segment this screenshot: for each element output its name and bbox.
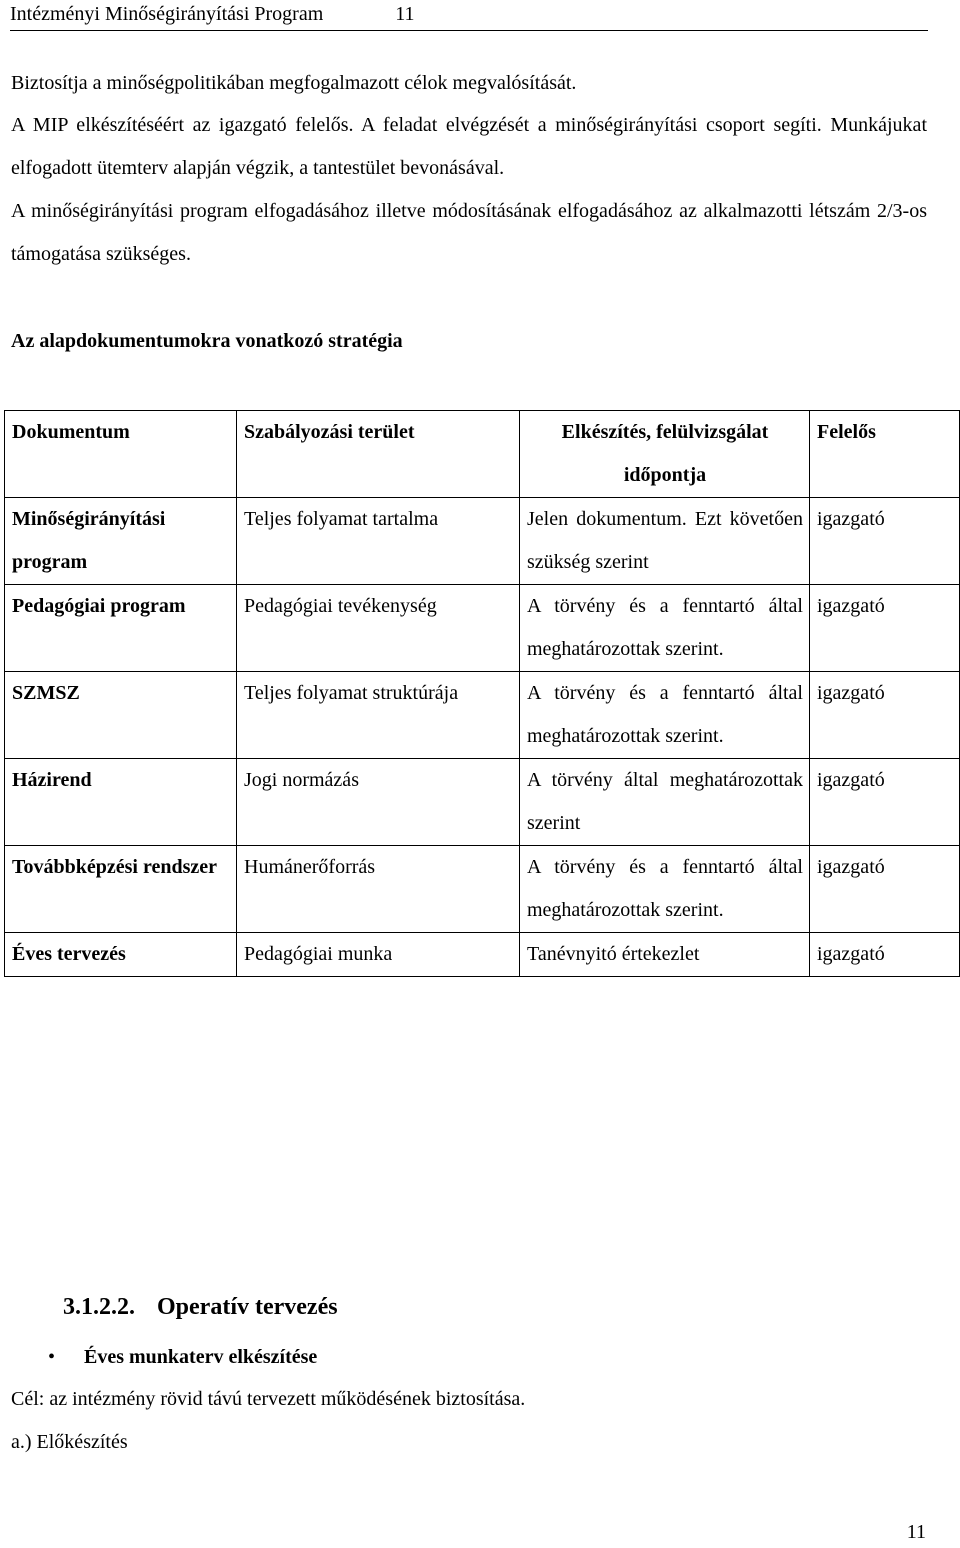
table-cell-area: Teljes folyamat tartalma [237,498,520,585]
table-cell-area: Pedagógiai tevékenység [237,585,520,672]
table-row [5,672,960,759]
table-cell-time: Jelen dokumentum. Ezt követően szükség szerint [520,498,810,585]
bullet-text: Éves munkaterv elkészítése [84,1346,318,1368]
table-header-cell: Szabályozási terület [237,411,520,498]
table-cell-responsible: igazgató [810,585,960,672]
table-row [5,933,960,977]
table-cell-document: Pedagógiai program [5,585,237,672]
header-title: Intézményi Minőségirányítási Program [10,3,324,25]
paragraph-2: A MIP elkészítéséért az igazgató felelős. A feladat elvégzését a minőségirányítási csoport segíti. Munkájukat elfogadott ütemterv alapján végzik, a tantestület bevonásával. [11,114,927,179]
table-header-cell: Dokumentum [5,411,237,498]
table-cell-document: Éves tervezés [5,933,237,977]
subsection-heading [63,1285,338,1329]
table-row [5,846,960,933]
table-header-cell: Elkészítés, felülvizsgálat időpontja [520,411,810,498]
table-cell-time: Tanévnyitó értekezlet [520,933,810,977]
page-header [10,0,928,31]
subsection-number: 3.1.2.2. [63,1294,135,1320]
strategy-table [4,410,960,977]
step-line: a.) Előkészítés [11,1431,128,1453]
table-cell-document: SZMSZ [5,672,237,759]
table-row [5,498,960,585]
table-cell-time: A törvény és a fenntartó által meghatározottak szerint. [520,846,810,933]
table-cell-document: Házirend [5,759,237,846]
paragraph-1: Biztosítja a minőségpolitikában megfogalmazott célok megvalósítását. [11,72,577,94]
paragraph-3: A minőségirányítási program elfogadásához illetve módosításának elfogadásához az alkalmazotti létszám 2/3-os támogatása szükséges. [11,200,927,265]
table-cell-responsible: igazgató [810,498,960,585]
table-cell-responsible: igazgató [810,933,960,977]
table-cell-time: A törvény és a fenntartó által meghatározottak szerint. [520,672,810,759]
table-cell-area: Jogi normázás [237,759,520,846]
table-row [5,585,960,672]
table-cell-area: Teljes folyamat struktúrája [237,672,520,759]
bullet-item [48,1336,317,1378]
table-cell-area: Humánerőforrás [237,846,520,933]
table-cell-time: A törvény és a fenntartó által meghatározottak szerint. [520,585,810,672]
table-header-cell: Felelős [810,411,960,498]
section-title: Az alapdokumentumokra vonatkozó stratégia [11,330,403,352]
header-page-number: 11 [395,3,415,25]
goal-line: Cél: az intézmény rövid távú tervezett működésének biztosítása. [11,1388,526,1410]
bullet-icon: • [48,1346,56,1368]
table-cell-time: A törvény által meghatározottak szerint [520,759,810,846]
subsection-title: Operatív tervezés [157,1294,338,1320]
table-cell-area: Pedagógiai munka [237,933,520,977]
table-cell-document: Minőségirányítási program [5,498,237,585]
table-cell-responsible: igazgató [810,759,960,846]
table-header-row [5,411,960,498]
table-cell-document: Továbbképzési rendszer [5,846,237,933]
table-cell-responsible: igazgató [810,672,960,759]
table-cell-responsible: igazgató [810,846,960,933]
table-row [5,759,960,846]
footer-page-number: 11 [906,1521,926,1543]
